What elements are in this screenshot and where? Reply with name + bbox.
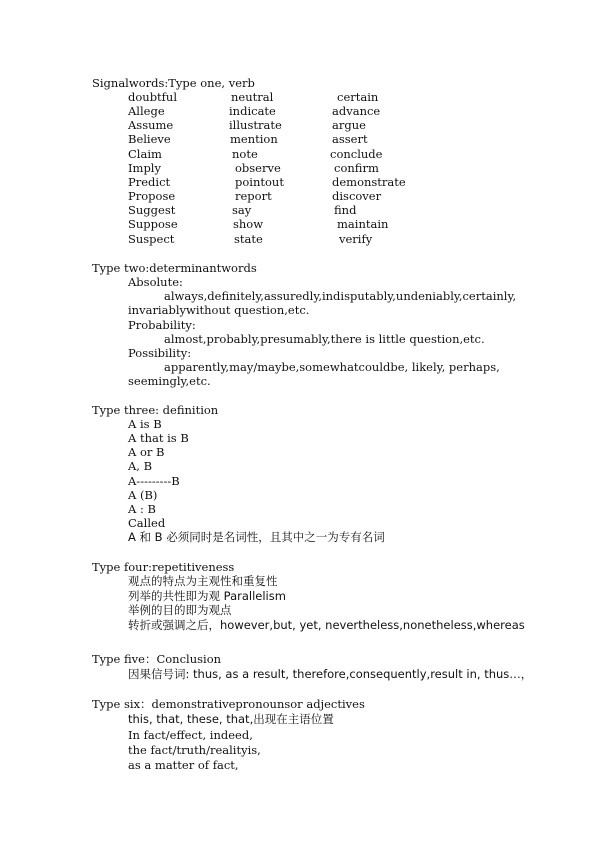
verb-cell: Suspect: [128, 232, 175, 246]
section5-heading: Type five：Conclusion: [92, 652, 222, 666]
verb-cell: discover: [332, 189, 382, 203]
verb-cell: demonstrate: [332, 175, 406, 189]
verb-cell: mention: [230, 132, 278, 146]
verb-cell: Propose: [128, 189, 176, 203]
definition-pattern: A, B: [128, 459, 153, 473]
verb-cell: find: [334, 203, 357, 217]
verb-cell: argue: [332, 118, 366, 132]
probability-label: Probability:: [128, 318, 196, 332]
definition-pattern: A (B): [128, 488, 158, 502]
verb-cell: maintain: [337, 217, 389, 231]
section2-heading: Type two:determinantwords: [92, 261, 257, 275]
definition-note: A 和 B 必须同时是名词性，且其中之一为专有名词: [128, 530, 385, 544]
verb-cell: Suppose: [128, 217, 178, 231]
verb-cell: show: [233, 217, 264, 231]
verb-cell: Imply: [128, 161, 161, 175]
repetition-note: 观点的特点为主观性和重复性: [128, 574, 278, 588]
verb-cell: assert: [332, 132, 368, 146]
verb-cell: Believe: [128, 132, 171, 146]
demonstrative-item: In fact/effect, indeed,: [128, 728, 253, 742]
section1-heading: Signalwords:Type one, verb: [92, 76, 255, 90]
repetition-note: 列举的共性即为观 Parallelism: [128, 589, 286, 603]
verb-cell: observe: [235, 161, 281, 175]
repetition-note: 举例的目的即为观点: [128, 603, 232, 617]
definition-pattern: A or B: [128, 445, 165, 459]
definition-pattern: A is B: [128, 417, 162, 431]
repetition-note: 转折或强调之后，however,but, yet, nevertheless,nonetheless,whereas: [128, 618, 525, 632]
verb-cell: Allege: [128, 104, 165, 118]
verb-cell: note: [232, 147, 258, 161]
verb-cell: indicate: [229, 104, 276, 118]
verb-cell: illustrate: [229, 118, 282, 132]
verb-cell: Predict: [128, 175, 171, 189]
verb-cell: Claim: [128, 147, 162, 161]
verb-cell: neutral: [231, 90, 274, 104]
section3-heading: Type three: definition: [92, 403, 219, 417]
verb-cell: conclude: [330, 147, 383, 161]
section4-heading: Type four:repetitiveness: [92, 560, 235, 574]
verb-cell: report: [235, 189, 272, 203]
definition-pattern: Called: [128, 516, 166, 530]
demonstrative-item: this, that, these, that,出现在主语位置: [128, 712, 334, 726]
verb-cell: Assume: [128, 118, 174, 132]
verb-cell: doubtful: [128, 90, 178, 104]
absolute-text-continued: invariablywithout question,etc.: [128, 303, 310, 317]
verb-cell: verify: [339, 232, 373, 246]
conclusion-signal-words: 因果信号词: thus, as a result, therefore,consequently,result in, thus…，: [128, 667, 533, 681]
verb-cell: Suggest: [128, 203, 176, 217]
possibility-text: apparently,may/maybe,somewhatcouldbe, likely, perhaps,: [164, 360, 500, 374]
verb-cell: pointout: [235, 175, 284, 189]
probability-text: almost,probably,presumably,there is little question,etc.: [164, 332, 485, 346]
absolute-label: Absolute:: [128, 275, 183, 289]
verb-cell: certain: [337, 90, 379, 104]
possibility-label: Possibility:: [128, 346, 192, 360]
verb-cell: confirm: [334, 161, 379, 175]
section6-heading: Type six：demonstrativepronounsor adjectives: [92, 697, 365, 711]
demonstrative-item: as a matter of fact,: [128, 758, 239, 772]
definition-pattern: A---------B: [128, 474, 180, 488]
absolute-text: always,definitely,assuredly,indisputably,undeniably,certainly,: [164, 289, 517, 303]
verb-cell: say: [232, 203, 252, 217]
verb-cell: state: [234, 232, 263, 246]
demonstrative-item: the fact/truth/realityis,: [128, 743, 261, 757]
definition-pattern: A : B: [128, 502, 156, 516]
possibility-text-continued: seemingly,etc.: [128, 374, 211, 388]
definition-pattern: A that is B: [128, 431, 189, 445]
verb-cell: advance: [332, 104, 381, 118]
